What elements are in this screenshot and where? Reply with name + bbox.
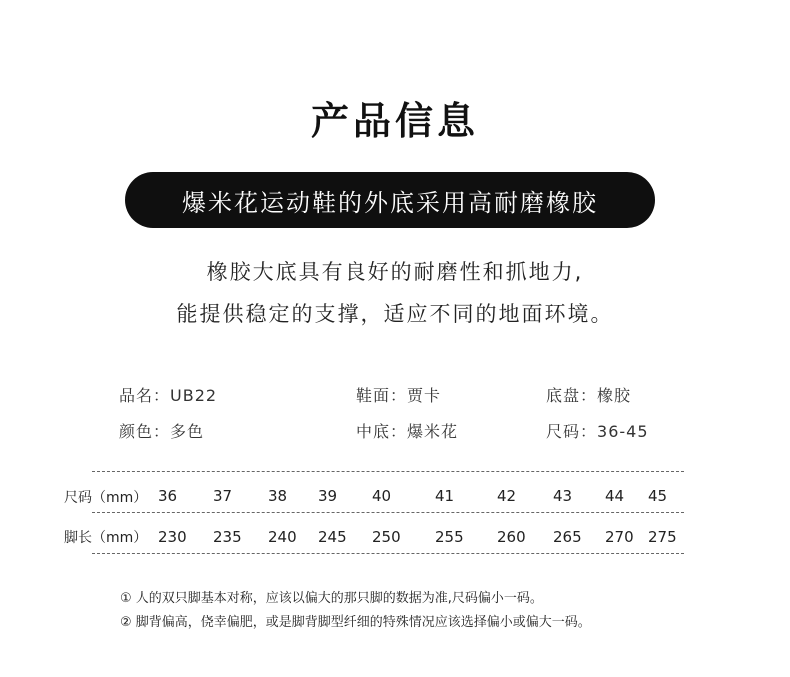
length-cell: 230 <box>158 528 187 546</box>
spec-label: 品名： <box>119 386 171 405</box>
feature-banner <box>125 172 655 228</box>
spec-value: UB22 <box>170 386 218 405</box>
spec-product-name <box>119 383 217 406</box>
size-cell: 37 <box>213 487 233 505</box>
spec-upper <box>356 383 441 406</box>
spec-sole <box>546 383 631 406</box>
spec-label: 中底： <box>356 422 408 441</box>
table-divider-bottom <box>92 553 684 554</box>
length-cell: 265 <box>553 528 582 546</box>
size-cell: 38 <box>268 487 288 505</box>
description-line-1: 橡胶大底具有良好的耐磨性和抓地力, <box>206 260 584 284</box>
table-divider-top <box>92 471 684 472</box>
spec-label: 鞋面： <box>356 386 408 405</box>
size-cell: 39 <box>318 487 338 505</box>
note-2: ② 脚背偏高，侥幸偏肥，或是脚背脚型纤细的特殊情况应该选择偏小或偏大一码。 <box>120 615 591 630</box>
size-cell: 40 <box>372 487 392 505</box>
size-cell: 45 <box>648 487 668 505</box>
spec-value: 多色 <box>170 422 205 441</box>
spec-size <box>546 419 649 442</box>
description-line-2: 能提供稳定的支撑，适应不同的地面环境。 <box>176 302 614 326</box>
size-row-label: 尺码（mm） <box>64 490 148 506</box>
feature-banner-text: 爆米花运动鞋的外底采用高耐磨橡胶 <box>182 188 598 217</box>
length-cell: 260 <box>497 528 526 546</box>
note-1: ① 人的双只脚基本对称，应该以偏大的那只脚的数据为准,尺码偏小一码。 <box>120 591 543 606</box>
spec-color <box>119 419 204 442</box>
page-title: 产品信息 <box>310 99 479 143</box>
length-row-label: 脚长（mm） <box>64 530 148 546</box>
size-cell: 41 <box>435 487 455 505</box>
spec-label: 尺码： <box>546 422 598 441</box>
size-cell: 43 <box>553 487 573 505</box>
length-cell: 270 <box>605 528 634 546</box>
table-divider-middle <box>92 512 684 513</box>
length-cell: 235 <box>213 528 242 546</box>
length-cell: 245 <box>318 528 347 546</box>
size-cell: 36 <box>158 487 178 505</box>
spec-label: 底盘： <box>546 386 598 405</box>
spec-value: 爆米花 <box>407 422 459 441</box>
spec-value: 36-45 <box>597 422 649 441</box>
length-cell: 255 <box>435 528 464 546</box>
spec-label: 颜色： <box>119 422 171 441</box>
size-cell: 44 <box>605 487 625 505</box>
spec-midsole <box>356 419 458 442</box>
size-cell: 42 <box>497 487 517 505</box>
length-cell: 250 <box>372 528 401 546</box>
length-cell: 275 <box>648 528 677 546</box>
spec-value: 橡胶 <box>597 386 632 405</box>
spec-value: 贾卡 <box>407 386 442 405</box>
length-cell: 240 <box>268 528 297 546</box>
